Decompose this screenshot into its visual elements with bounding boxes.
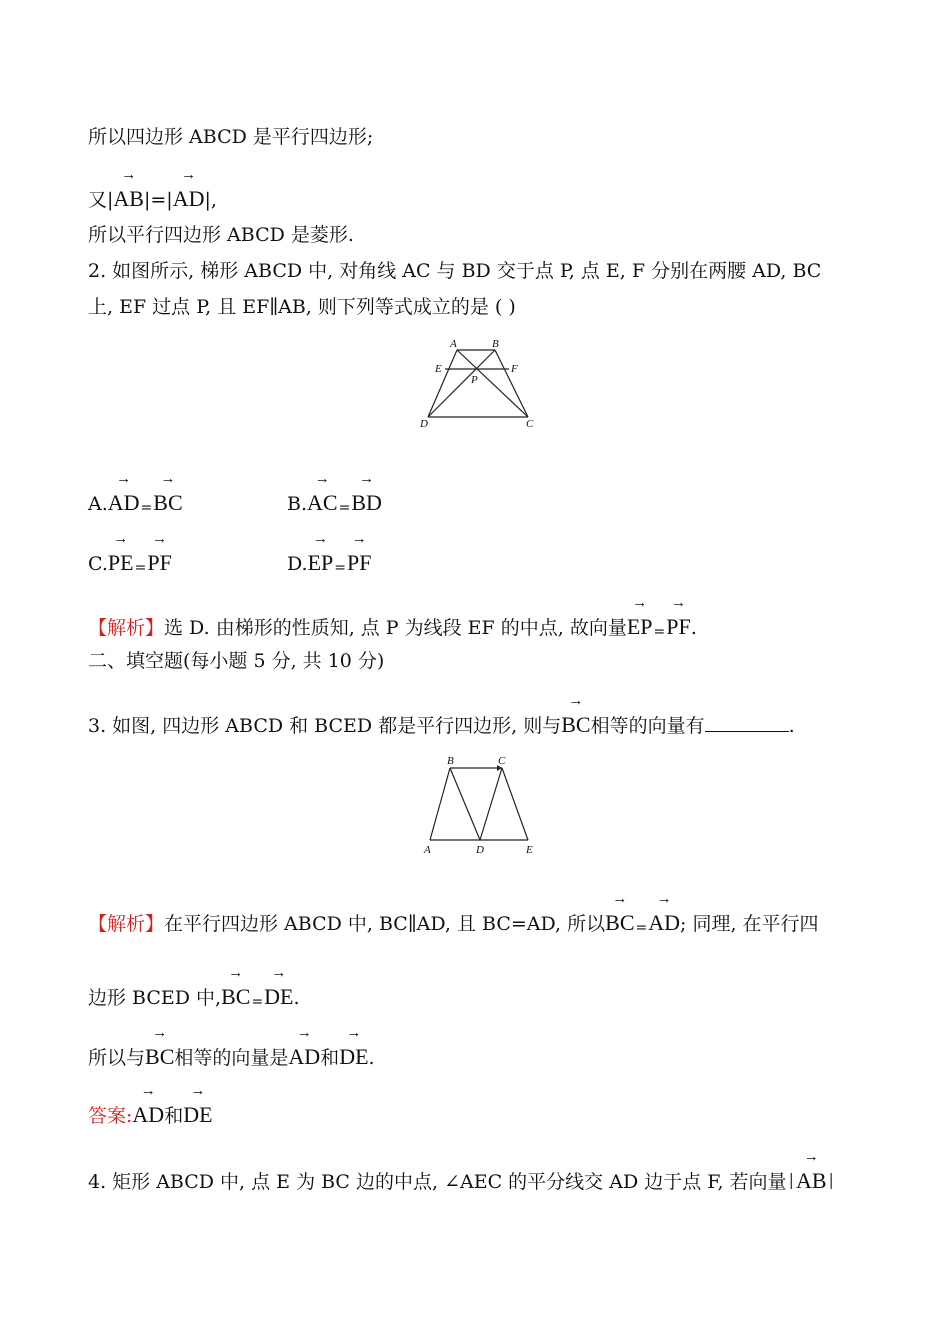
vector-ad: → AD [288, 1042, 320, 1068]
answer-tag: 答案: [88, 1105, 133, 1127]
vector-ab: → AB [796, 1166, 827, 1192]
label-e: E [526, 844, 533, 856]
vector-bc: → BC [221, 982, 250, 1008]
analysis-line [88, 908, 819, 935]
option-a[interactable] [88, 488, 183, 516]
question-2-line-1: 2. 如图所示, 梯形 ABCD 中, 对角线 AC 与 BD 交于点 P, 点 E, F 分别在两腰 AD, BC [88, 260, 822, 282]
label-p: P [471, 374, 478, 386]
text: 又| [88, 189, 114, 211]
label-c: C [498, 755, 506, 767]
vector-ep: → EP [627, 612, 653, 638]
option-b[interactable] [287, 488, 382, 516]
text: . [368, 1047, 375, 1069]
trapezoid-figure [415, 336, 545, 432]
analysis-tag: 【解析】 [88, 617, 165, 639]
text-line: 所以四边形 ABCD 是平行四边形; [88, 126, 374, 148]
text: . [788, 715, 795, 737]
equals: = [134, 560, 147, 576]
analysis-line [88, 1042, 375, 1068]
label-e: E [435, 363, 442, 375]
text: 相等的向量是 [174, 1047, 289, 1069]
analysis-line [88, 612, 697, 639]
vector-de: → DE [339, 1042, 368, 1068]
analysis-line [88, 982, 300, 1009]
vector-pf: → PF [666, 612, 690, 638]
vector-ab: → AB [113, 184, 144, 210]
text: 相等的向量有 [590, 715, 705, 737]
equation-line [88, 184, 217, 210]
vector: → PE [108, 548, 134, 574]
answer-blank[interactable] [705, 715, 789, 732]
label-f: F [511, 363, 518, 375]
question-3-line [88, 710, 795, 736]
label-a: A [424, 844, 431, 856]
vector: → AD [108, 488, 140, 514]
option-c[interactable] [88, 548, 172, 576]
vector: → PF [147, 548, 171, 574]
text: 选 D. 由梯形的性质知, 点 P 为线段 EF 的中点, 故向量 [164, 617, 627, 639]
text: 所以与 [88, 1047, 146, 1069]
vector: → BC [153, 488, 182, 514]
question-4-line [88, 1166, 836, 1192]
vector-ad: → AD [173, 184, 205, 210]
vector: → EP [308, 548, 334, 574]
abs-bar: | [788, 1170, 794, 1189]
section-heading: 二、填空题(每小题 5 分, 共 10 分) [88, 650, 385, 672]
label-d: D [476, 844, 484, 856]
label-b: B [447, 755, 454, 767]
analysis-tag: 【解析】 [88, 913, 165, 935]
abs-bar: | [828, 1170, 834, 1189]
vector: → PF [347, 548, 371, 574]
vector-bc: → BC [561, 710, 590, 736]
text: ; 同理, 在平行四 [680, 913, 819, 935]
vector-ad: → AD [648, 908, 680, 934]
vector-ad: → AD [132, 1100, 164, 1126]
vector-bc: → BC [605, 908, 634, 934]
vector: → AC [307, 488, 338, 514]
question-2-line-2: 上, EF 过点 P, 且 EF∥AB, 则下列等式成立的是 ( ) [88, 296, 516, 318]
equals: = [334, 560, 347, 576]
text: |, [204, 189, 217, 211]
equals: = [635, 920, 648, 936]
text: . [293, 987, 300, 1009]
vector-de: → DE [183, 1100, 212, 1126]
equals: = [653, 624, 666, 640]
label-c: C [526, 418, 534, 430]
vector-bc: → BC [145, 1042, 174, 1068]
equals: = [251, 994, 264, 1010]
equals: = [140, 500, 153, 516]
label-d: D [420, 418, 428, 430]
answer-line [88, 1100, 213, 1126]
text: 和 [164, 1105, 184, 1127]
text: . [690, 617, 697, 639]
text: |=| [143, 189, 173, 211]
text: 3. 如图, 四边形 ABCD 和 BCED 都是平行四边形, 则与 [88, 715, 562, 737]
text: 边形 BCED 中, [88, 987, 222, 1009]
label-a: A [450, 338, 457, 350]
vector: → BD [351, 488, 382, 514]
equals: = [338, 500, 351, 516]
text: 在平行四边形 ABCD 中, BC∥AD, 且 BC=AD, 所以 [164, 913, 606, 935]
text: 4. 矩形 ABCD 中, 点 E 为 BC 边的中点, ∠AEC 的平分线交 AD 边于点 F, 若向量 [88, 1171, 787, 1193]
option-d[interactable] [287, 548, 372, 576]
text-line: 所以平行四边形 ABCD 是菱形. [88, 224, 354, 246]
option-letter: A. [88, 493, 108, 515]
vector-de: → DE [264, 982, 293, 1008]
label-b: B [492, 338, 499, 350]
option-letter: B. [287, 493, 308, 515]
option-letter: D. [287, 553, 308, 575]
text: 和 [320, 1047, 340, 1069]
option-letter: C. [88, 553, 108, 575]
parallelogram-figure [418, 752, 548, 858]
